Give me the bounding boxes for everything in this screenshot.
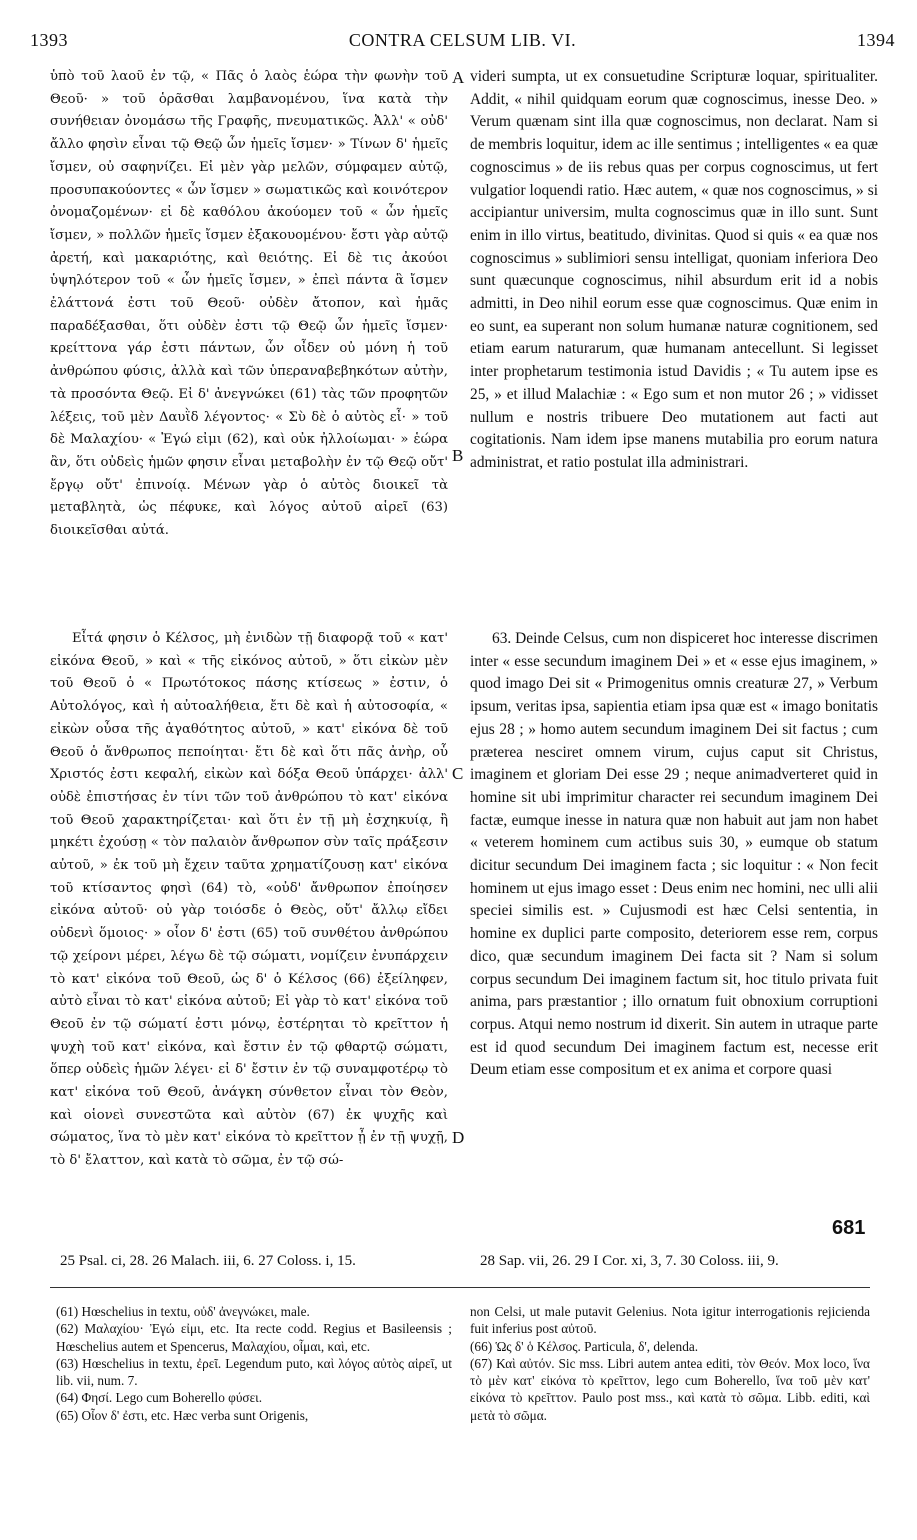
page-mark: 681	[832, 1217, 866, 1239]
footnote: (63) Hœschelius in textu, ἐρεῖ. Legendum puto, καὶ λόγος αὐτὸς αἱρεῖ, ut lib. vii, num. 7.	[56, 1355, 452, 1389]
footnote: (67) Καὶ αὐτόν. Sic mss. Libri autem antea editi, τὸν Θεόν. Mox loco, ἵνα τὸ μὲν κατ' εἰκόνα τὸ κρεῖττον, lego cum Boherello, ἵνα τοῦ μὲν κατ' εἰκόνα τὸ κρεῖττον. Paulo post mss., καὶ κατὰ τὸ σῶμα. Libb. editi, καὶ μετὰ τὸ σῶμα.	[470, 1355, 870, 1423]
footnote: (61) Hœschelius in textu, οὐδ' ἀνεγνώκει, male.	[56, 1304, 310, 1319]
page-number-right: 1394	[857, 30, 895, 50]
scripture-refs-left: 25 Psal. ci, 28. 26 Malach. iii, 6. 27 Coloss. i, 15.	[60, 1253, 356, 1269]
greek-column	[50, 66, 448, 543]
margin-marker-b: B	[452, 446, 464, 465]
scripture-refs-right: 28 Sap. vii, 26. 29 I Cor. xi, 3, 7. 30 Coloss. iii, 9.	[480, 1253, 779, 1269]
footnotes-right	[470, 1303, 870, 1424]
greek-column-2	[50, 628, 448, 1173]
running-title: CONTRA CELSUM LIB. VI.	[348, 30, 577, 50]
running-header	[30, 30, 895, 54]
page-number-left: 1393	[30, 30, 68, 50]
greek-paragraph-2: Εἶτά φησιν ὁ Κέλσος, μὴ ἐνιδὼν τῇ διαφορᾷ τοῦ « κατ' εἰκόνα Θεοῦ, » καὶ « τῆς εἰκόνος αὐτοῦ, » ὅτι εἰκὼν μὲν τοῦ Θεοῦ ὁ « Πρωτότοκος πάσης κτίσεως » ἐστιν, ὁ Αὐτολόγος, καὶ ἡ αὐτοαλήθεια, ἔτι δὲ καὶ ἡ αὐτοσοφία, « εἰκὼν οὖσα τῆς ἀγαθότητος αὐτοῦ, » κατ' εἰκόνα δὲ τοῦ Θεοῦ ὁ ἄνθρωπος πεποίηται· ἔτι δὲ καὶ ὅτι πᾶς ἀνὴρ, οὗ Χριστός ἐστι κεφαλή, εἰκὼν καὶ δόξα Θεοῦ ὑπάρχει· ἀλλ' οὐδὲ ἐπιστήσας ἐν τίνι τῶν τοῦ ἀνθρώπου τὸ κατ' εἰκόνα τοῦ Θεοῦ χαρακτηρίζεται· καὶ ὅτι ἐν τῇ μὴ ἐσχηκυίᾳ, ἢ μηκέτι ἐχούσῃ « τὸν παλαιὸν ἄνθρωπον σὺν ταῖς πράξεσιν αὐτοῦ, » ἐκ τοῦ μὴ ἔχειν ταῦτα χρηματίζουσῃ κατ' εἰκόνα τοῦ κτίσαντος φησὶ (64) τὸ, «οὐδ' ἄνθρωπον ἐποίησεν εἰκόνα αὐτοῦ· οὐ γὰρ τοιόσδε ὁ Θεὸς, οὔτ' ἄλλῳ εἴδει οὐδενὶ ὅμοιος· » οἷον δ' ἐστι (65) τοῦ συνθέτου ἀνθρώπου τῷ χείρονι μέρει, λέγω δὲ τῷ σώματι, νομίζειν ἐνυπάρχειν τὸ κατ' εἰκόνα τοῦ Θεοῦ, ὡς δ' ὁ Κέλσος (66) ἐξείληφεν, αὐτὸ εἶναι τὸ κατ' εἰκόνα αὐτοῦ; Εἰ γὰρ τὸ κατ' εἰκόνα τοῦ Θεοῦ ἐν τῷ σώματί ἐστι μόνῳ, ἐστέρηται τὸ κρεῖττον ἡ ψυχὴ τοῦ κατ' εἰκόνα, καὶ ἔστιν ἐν τῷ φθαρτῷ σώματι, ὅπερ οὐδεὶς ἡμῶν λέγει· εἰ δ' ἔστιν ἐν τῷ συναμφοτέρῳ τὸ κατ' εἰκόνα τοῦ Θεοῦ, ἀνάγκη σύνθετον εἶναι τὸν Θεὸν, καὶ οἱονεὶ συνεστῶτα καὶ αὐτὸν (67) ἐκ ψυχῆς καὶ σώματος, ἵνα τὸ μὲν κατ' εἰκόνα τὸ κρεῖττον ᾖ ἐν τῇ ψυχῇ, τὸ δ' ἔλαττον, καὶ κατὰ τὸ σῶμα, ἐν τῷ σώ-	[50, 631, 448, 1169]
latin-paragraph-1: videri sumpta, ut ex consuetudine Scripturæ loquar, spiritualiter. Addit, « nihil quidquam eorum quæ cognoscimus, inesse Deo. » Verum quænam sint illa quæ cognoscimus, non declarat. Nam si de membris loquitur, idem ac ille sentimus ; intelligentes « ea quæ cognoscimus » de iis rebus quas per corpus cognoscimus, ut fert vulgatior loquendi ratio. Hæc autem, « quæ nos cognoscimus, » si accipiantur universim, multa cognoscimus quæ in illo sunt. Sunt enim in illo virtus, beatitudo, divinitas. Quod si quis « ea quæ nos cognoscimus » sublimiori sensu intelligat, quoniam inferiora Deo sunt quæcunque cognoscimus, nihil absurdum erit id a nobis admitti, in Deo nihil eorum esse quæ cognoscimus. Quæ enim in eo sunt, ea superant non solum humanæ naturæ cognitionem, sed etiam earum naturarum, quæ humanam antecellunt. Si legisset inter prophetarum testimonia istud Davidis ; « Tu autem ipse es 25, » et illud Malachiæ : « Ego sum et non mutor 26 ; » vidisset nullum e nostris tribuere Deo mutationem aut facti aut cogitationis. Nam idem ipse manens mutabilia pro eorum natura administrat, et ratio postulat illa administrari.	[470, 68, 879, 471]
latin-column	[470, 66, 878, 475]
footnote: (64) Φησί. Lego cum Boherello φύσει.	[56, 1390, 263, 1406]
margin-marker-c: C	[452, 764, 464, 783]
footnote-divider	[50, 1287, 870, 1288]
greek-paragraph-1: ὑπὸ τοῦ λαοῦ ἐν τῷ, « Πᾶς ὁ λαὸς ἑώρα τὴν φωνὴν τοῦ Θεοῦ· » τοῦ ὁρᾶσθαι λαμβανομένου, ἵνα κατὰ τὴν συνήθειαν ὀνομάσω τῆς Γραφῆς, πνευματικῶς. Ἀλλ' « οὐδ' ἄλλο φησὶν εἶναι τῷ Θεῷ ὧν ἡμεῖς ἴσμεν· » Τίνων δ' ἡμεῖς ἴσμεν, οὐ σαφηνίζει. Εἰ μὲν γὰρ μελῶν, σύμφαμεν αὐτῷ, προσυπακούοντες « ὧν ἴσμεν » σωματικῶς καὶ κοινότερον ὀνομαζομένων· εἰ δὲ καθόλου ἀκούομεν τοῦ « ὧν ἡμεῖς ἴσμεν, » πολλῶν ἡμεῖς ἴσμεν ἐξακουομένου· ἔστι γὰρ αὐτῷ ἀρετή, καὶ μακαριότης, καὶ θειότης. Εἰ δὲ τις ἀκούοι ὑψηλότερον τοῦ « ὧν ἡμεῖς ἴσμεν, » ἐπεὶ πάντα ἃ ἴσμεν ἐλάττονά ἐστι τοῦ Θεοῦ· οὐδὲν ἄτοπον, καὶ ἡμᾶς παραδέξασθαι, ὅτι οὐδὲν ἐστι τῷ Θεῷ ὧν ἡμεῖς ἴσμεν· κρείττονα γάρ ἐστι πάντων, ὧν οἶδεν οὐ μόνη ἡ τοῦ ἀνθρώπου φύσις, ἀλλὰ καὶ τῶν ὑπεραναβεβηκότων αὐτὴν, τὰ προσόντα Θεῷ. Εἰ δ' ἀνεγνώκει (61) τὰς τῶν προφητῶν λέξεις, τοῦ μὲν Δαυῒδ λέγοντος· « Σὺ δὲ ὁ αὐτὸς εἶ· » τοῦ δὲ Μαλαχίου· « Ἐγώ εἰμι (62), καὶ οὐκ ἠλλοίωμαι· » ἑώρα ἂν, ὅτι οὐδεὶς ἡμῶν φησιν εἶναι μεταβολὴν ἐν τῷ Θεῷ οὔτ' ἔργῳ οὔτ' ἐπινοίᾳ. Μένων γὰρ ὁ αὐτὸς διοικεῖ τὰ μεταβλητὰ, ὡς πέφυκε, καὶ λόγος αὐτοῦ αἱρεῖ (63) διοικεῖσθαι αὐτά.	[50, 69, 448, 539]
footnote: (66) Ὡς δ' ὁ Κέλσος. Particula, δ', delenda.	[470, 1338, 699, 1354]
margin-marker-a: A	[452, 68, 465, 87]
margin-marker-d: D	[452, 1128, 465, 1147]
footnote: (62) Μαλαχίου· Ἐγώ εἰμι, etc. Ita recte codd. Regius et Basileensis ; Hœschelius autem et Spencerus, Μαλαχίου, οἶμαι, καὶ, etc.	[56, 1321, 452, 1354]
latin-column-2	[470, 628, 878, 1082]
footnote: non Celsi, ut male putavit Gelenius. Nota igitur interrogationis rejicienda fuit inferius post αὐτοῦ.	[470, 1304, 870, 1337]
footnotes-left	[56, 1303, 452, 1424]
footnote: (65) Οἷον δ' ἐστι, etc. Hæc verba sunt Origenis,	[56, 1407, 309, 1423]
latin-paragraph-2: 63. Deinde Celsus, cum non dispiceret hoc interesse discrimen inter « esse secundum imaginem Dei » et « esse ejus imaginem, » quod imago Dei sit « Primogenitus omnis creaturæ 27, » Verbum ipsum, veritas ipsa, sapientia etiam ipsa quæ est « imago bonitatis ejus 28 ; » homo autem secundum imaginem Dei sit factus ; cum præterea nesciret omnem virum, cujus caput sit Christus, imaginem et gloriam Dei esse 29 ; neque animadverteret quid in homine sit ubi imprimitur character rei secundum imaginem Dei factæ, eumque inesse in natura quæ non habuit aut jam non habet « veterem hominem cum actibus suis 30, » eumque ob statum dicitur secundum Dei imaginem facta ; sic loquitur : « Non fecit hominem ut ejus imago esset : Deus enim nec homini, nec ulli alii speciei similis est. » Cujusmodi est hæc Celsi sententia, in homine ex duplici parte composito, deteriorem esse rem, corpus dico, quæ secundum imaginem Dei facta sit ? Nam si solum corpus secundum Dei imaginem factum sit, hoc titulo privata fuit anima, pars præstantior ; illo ornatum fuit obnoxium corruptioni corpus. Atqui nemo nostrum id dixerit. Sin autem in utraque parte est id quod secundum Dei imaginem factum est, necesse erit Deum etiam esse compositum et ex anima et corpore quasi	[470, 630, 878, 1079]
